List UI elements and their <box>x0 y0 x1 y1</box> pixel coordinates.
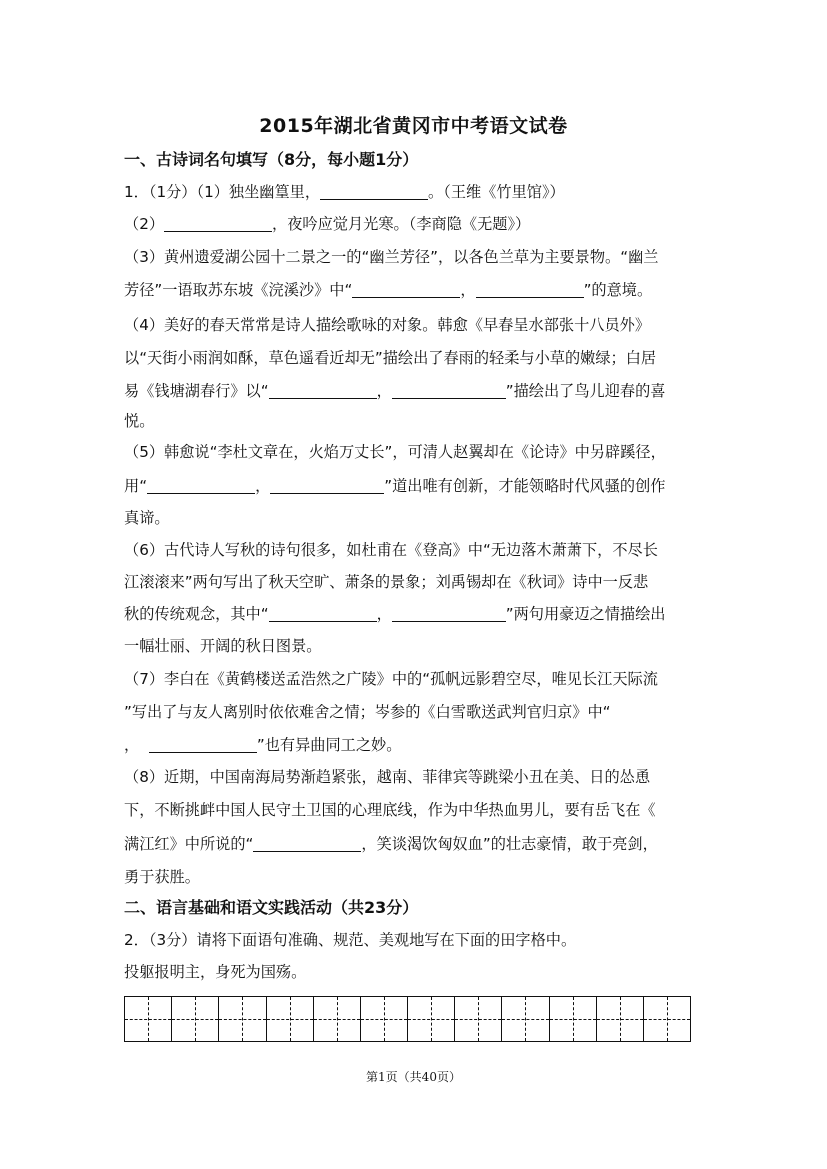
answer-blank[interactable] <box>253 835 361 852</box>
q1-line-9: （5）韩愈说“李杜文章在，火焰万丈长”，可清人赵翼却在《论诗》中另辟蹊径， <box>124 443 666 461</box>
q1-text: 满江红》中所说的“ <box>124 835 254 853</box>
q1-line-3: （3）黄州遗爱湖公园十二景之一的“幽兰芳径”，以各色兰草为主要景物。“幽兰 <box>124 248 659 266</box>
tianzige-grid <box>124 996 691 1042</box>
q1-line-17: ”写出了与友人离别时依依难舍之情；岑参的《白雪歌送武判官归京》中“ <box>124 703 611 721</box>
answer-blank[interactable] <box>392 382 506 399</box>
q1-line-20: 下，不断挑衅中国人民守土卫国的心理底线，作为中华热血男儿，要有岳飞在《 <box>124 801 656 819</box>
q1-text: ”的意境。 <box>583 281 653 299</box>
q1-line-7 <box>124 380 704 402</box>
q1-text: 秋的传统观念，其中“ <box>124 605 269 623</box>
grid-cell[interactable] <box>172 997 219 1041</box>
answer-blank[interactable] <box>147 477 255 494</box>
q1-text: ， <box>124 736 140 754</box>
grid-cell[interactable] <box>361 997 408 1041</box>
section-2-heading: 二、语言基础和语文实践活动（共23分） <box>124 898 419 917</box>
grid-cell[interactable] <box>408 997 455 1041</box>
q1-line-21 <box>124 833 704 855</box>
grid-cell[interactable] <box>502 997 549 1041</box>
q1-line-13: 江滚滚来”两句写出了秋天空旷、萧条的景象；刘禹锡却在《秋词》诗中一反悲 <box>124 573 649 591</box>
q1-text: （2） <box>124 215 165 233</box>
grid-cell[interactable] <box>455 997 502 1041</box>
q1-line-18 <box>124 734 704 756</box>
answer-blank[interactable] <box>320 183 428 200</box>
q2-line-1: 2．（3分）请将下面语句准确、规范、美观地写在下面的田字格中。 <box>124 931 577 949</box>
q1-text: ”两句用豪迈之情描绘出 <box>505 605 666 623</box>
q2-line-2: 投躯报明主，身死为国殇。 <box>124 963 307 981</box>
q1-line-10 <box>124 475 704 497</box>
grid-cell[interactable] <box>644 997 690 1041</box>
q1-text: 。（王维《竹里馆》） <box>428 183 565 201</box>
answer-blank[interactable] <box>269 382 377 399</box>
q1-line-16: （7）李白在《黄鹤楼送孟浩然之广陵》中的“孤帆远影碧空尽，唯见长江天际流 <box>124 670 658 688</box>
q1-line-1 <box>124 181 704 203</box>
q1-text: ”描绘出了鸟儿迎春的喜 <box>505 382 666 400</box>
q1-text: ， <box>376 605 392 623</box>
section-1-heading: 一、古诗词名句填写（8分，每小题1分） <box>124 150 419 169</box>
answer-blank[interactable] <box>270 477 384 494</box>
exam-title: 2015年湖北省黄冈市中考语文试卷 <box>259 115 568 137</box>
answer-blank[interactable] <box>164 215 272 232</box>
q1-line-8: 悦。 <box>124 412 155 430</box>
answer-blank[interactable] <box>149 736 257 753</box>
grid-cell[interactable] <box>219 997 266 1041</box>
q1-line-15: 一幅壮丽、开阔的秋日图景。 <box>124 637 322 655</box>
page-footer: 第1页（共40页） <box>366 1070 461 1084</box>
answer-blank[interactable] <box>352 281 460 298</box>
q1-text: ，笑谈渴饮匈奴血”的壮志豪情，敢于亮剑， <box>361 835 658 853</box>
q1-text: ， <box>460 281 476 299</box>
q1-text: 易《钱塘湖春行》以“ <box>124 382 269 400</box>
q1-line-6: 以“天街小雨润如酥，草色遥看近却无”描绘出了春雨的轻柔与小草的嫩绿；白居 <box>124 349 657 367</box>
grid-cell[interactable] <box>125 997 172 1041</box>
grid-cell[interactable] <box>267 997 314 1041</box>
answer-blank[interactable] <box>269 605 377 622</box>
q1-text: ， <box>376 382 392 400</box>
q1-text: ， <box>255 477 271 495</box>
q1-line-22: 勇于获胜。 <box>124 868 200 886</box>
q1-text: 用“ <box>124 477 148 495</box>
answer-blank[interactable] <box>476 281 584 298</box>
q1-text: 芳径”一语取苏东坡《浣溪沙》中“ <box>124 281 353 299</box>
q1-line-14 <box>124 603 704 625</box>
q1-text: ，夜吟应觉月光寒。（李商隐《无题》） <box>272 215 531 233</box>
grid-cell[interactable] <box>597 997 644 1041</box>
q1-line-4 <box>124 279 704 301</box>
q1-line-2 <box>124 213 704 235</box>
grid-cell[interactable] <box>550 997 597 1041</box>
grid-cell[interactable] <box>314 997 361 1041</box>
q1-text: ”道出唯有创新，才能领略时代风骚的创作 <box>384 477 666 495</box>
q1-line-5: （4）美好的春天常常是诗人描绘歌咏的对象。韩愈《早春呈水部张十八员外》 <box>124 316 651 334</box>
q1-line-19: （8）近期，中国南海局势渐趋紧张，越南、菲律宾等跳梁小丑在美、日的怂恿 <box>124 768 651 786</box>
answer-blank[interactable] <box>392 605 506 622</box>
q1-line-12: （6）古代诗人写秋的诗句很多，如杜甫在《登高》中“无边落木萧萧下，不尽长 <box>124 541 658 559</box>
q1-text: 1．（1分）（1）独坐幽篁里， <box>124 183 321 201</box>
q1-line-11: 真谛。 <box>124 509 170 527</box>
q1-text: ”也有异曲同工之妙。 <box>256 736 402 754</box>
